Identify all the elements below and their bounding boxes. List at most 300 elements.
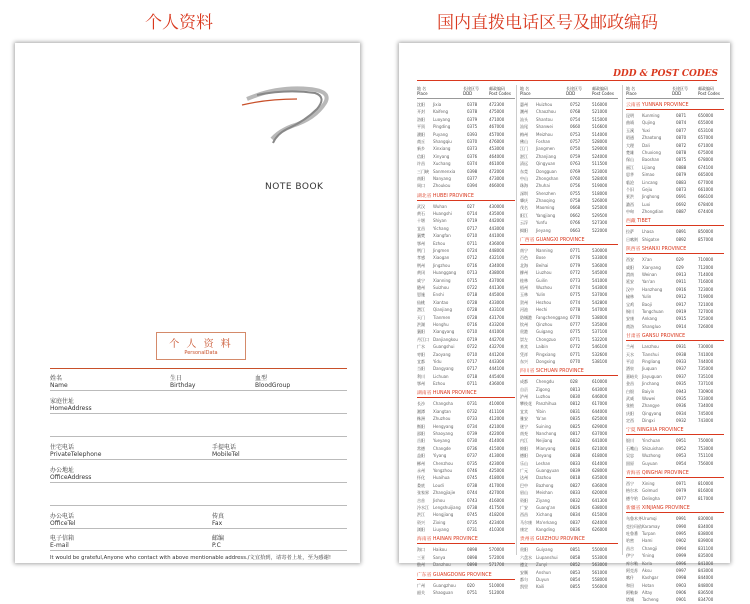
ddd-code: 0833 xyxy=(570,460,581,466)
city-name-zh: 昌吉 xyxy=(626,545,634,551)
post-code: 536000 xyxy=(592,262,608,268)
city-name-zh: 恩施 xyxy=(417,292,425,298)
city-name-zh: 德阳 xyxy=(520,453,528,459)
city-name-zh: 保山 xyxy=(626,157,634,163)
city-name-en: Jiuquan xyxy=(642,366,657,372)
ddd-code: 0919 xyxy=(676,308,687,314)
city-name-en: Jiangmen xyxy=(536,146,555,152)
city-name-zh: 攀枝花 xyxy=(520,401,532,407)
city-name-en: Ezhou xyxy=(433,381,446,387)
city-name-en: Xiaogan xyxy=(433,255,450,261)
city-entry xyxy=(520,306,618,313)
ddd-code: 0901 xyxy=(676,597,687,603)
ddd-code: 0717 xyxy=(467,225,478,231)
city-name-en: Altay xyxy=(642,590,653,596)
ddd-code: 0710 xyxy=(467,329,478,335)
city-name-zh: 钦州 xyxy=(520,321,528,327)
post-code: 535000 xyxy=(592,321,608,327)
city-entry xyxy=(520,569,618,576)
ddd-code: 0935 xyxy=(676,395,687,401)
city-name-zh: 平凉 xyxy=(626,358,634,364)
ddd-code: 0378 xyxy=(467,109,478,115)
city-name-zh: 西安 xyxy=(626,257,634,263)
city-name-en: Jinchang xyxy=(642,381,660,387)
city-name-en: Weinan xyxy=(642,272,657,278)
city-name-en: Xiangtan xyxy=(433,408,451,414)
ddd-code: 0717 xyxy=(467,366,478,372)
ddd-code: 0931 xyxy=(676,344,687,350)
province-heading: 新疆省 XINJIANG PROVINCE xyxy=(626,504,724,513)
post-code: 843000 xyxy=(698,567,714,573)
city-name-en: Liupanshui xyxy=(536,554,558,560)
logo-text: NOTE BOOK xyxy=(265,182,324,192)
post-code: 438000 xyxy=(489,270,505,276)
city-entry xyxy=(417,445,515,452)
city-entry xyxy=(520,108,618,115)
city-name-en: Kunming xyxy=(642,113,660,118)
post-code: 550000 xyxy=(592,547,608,553)
post-code: 415000 xyxy=(489,445,505,451)
post-code: 561000 xyxy=(592,569,608,575)
post-code: 471000 xyxy=(489,116,505,122)
city-name-zh: 银川 xyxy=(626,438,634,444)
ddd-code: 0728 xyxy=(467,307,478,313)
ddd-code: 0977 xyxy=(676,495,687,501)
city-entry xyxy=(417,582,515,589)
post-code: 657000 xyxy=(698,135,714,141)
ddd-code: 0768 xyxy=(570,109,581,115)
city-name-en: Yueyang xyxy=(433,438,450,444)
city-name-en: Lijiang xyxy=(642,164,656,170)
city-name-en: Shaoguan xyxy=(433,590,454,596)
city-name-zh: 来宾 xyxy=(520,344,528,350)
city-entry xyxy=(417,328,515,335)
post-code: 726000 xyxy=(698,323,714,329)
city-name-en: Zhoukou xyxy=(433,183,451,189)
city-entry xyxy=(626,164,724,171)
post-code: 518000 xyxy=(592,190,608,196)
post-code: 537100 xyxy=(592,329,608,335)
city-name-zh: 东兴 xyxy=(520,358,528,364)
post-code: 617000 xyxy=(592,401,608,407)
ddd-code: 0766 xyxy=(570,220,581,226)
post-code: 572000 xyxy=(489,554,505,560)
city-entry xyxy=(520,101,618,108)
post-code: 734000 xyxy=(698,403,714,409)
post-code: 410000 xyxy=(489,401,505,407)
city-name-en: Pingding xyxy=(433,124,451,130)
city-name-en: Suining xyxy=(536,423,551,429)
city-entry xyxy=(626,487,724,494)
post-codes-page xyxy=(399,43,730,603)
post-code: 727000 xyxy=(698,308,714,314)
city-name-en: Neijiang xyxy=(536,438,553,444)
ddd-code: 0914 xyxy=(676,323,687,329)
post-code: 511500 xyxy=(592,161,608,167)
city-name-en: Hezhou xyxy=(536,299,552,305)
city-name-zh: 咸阳 xyxy=(626,264,634,270)
province-heading: 广东省 GUANGDONG PROVINCE xyxy=(417,571,515,580)
post-code: 443300 xyxy=(489,358,505,364)
city-name-en: Foshan xyxy=(536,138,551,144)
city-entry xyxy=(417,299,515,306)
city-name-zh: 西宁 xyxy=(626,481,634,487)
post-code: 610000 xyxy=(592,379,608,385)
ddd-code: 0722 xyxy=(467,284,478,290)
ddd-code: 0902 xyxy=(676,538,687,544)
city-entry xyxy=(417,504,515,511)
city-entry xyxy=(417,452,515,459)
ddd-code: 0818 xyxy=(570,475,581,481)
city-name-zh: 渭南 xyxy=(626,272,634,278)
city-name-zh: 延安 xyxy=(626,279,634,285)
ddd-code: 0752 xyxy=(570,102,581,107)
city-name-en: Luxi xyxy=(642,201,651,207)
post-code: 735000 xyxy=(698,366,714,372)
city-name-en: Simao xyxy=(642,172,655,178)
ddd-code: 0771 xyxy=(570,336,581,342)
city-name-en: Panzhihua xyxy=(536,401,557,407)
city-name-en: Shangluo xyxy=(642,323,661,329)
post-code: 638000 xyxy=(592,504,608,510)
city-name-zh: 凭祥 xyxy=(520,351,528,357)
post-code: 442700 xyxy=(489,336,505,342)
city-entry xyxy=(626,417,724,424)
ddd-code: 0878 xyxy=(676,149,687,155)
city-name-en: Jinghong xyxy=(642,194,660,200)
post-code: 637000 xyxy=(592,431,608,437)
post-code: 635000 xyxy=(592,475,608,481)
city-entry xyxy=(417,225,515,232)
birthday-label: 生日 Birthday xyxy=(170,375,196,389)
city-name-en: Qianjiang xyxy=(433,307,452,313)
city-entry xyxy=(626,560,724,567)
city-name-en: Tongchuan xyxy=(642,308,664,314)
city-name-zh: 吴忠 xyxy=(626,453,634,459)
city-name-en: Chongzuo xyxy=(536,336,556,342)
ddd-code: 0991 xyxy=(676,516,687,522)
city-name-zh: 汉中 xyxy=(626,286,634,292)
city-name-en: Urumqi xyxy=(642,516,657,522)
city-name-en: Fangchenggang xyxy=(536,314,568,320)
city-name-en: Zhongshan xyxy=(536,175,559,181)
ddd-code: 0719 xyxy=(467,218,478,224)
province-heading: 陕西省 SHANXI PROVINCE xyxy=(626,245,724,254)
personal-data-title-zh: 个 人 资 料 xyxy=(169,339,233,350)
ddd-code: 0852 xyxy=(570,562,581,568)
city-entry xyxy=(626,193,724,200)
ddd-code: 0716 xyxy=(467,321,478,327)
ddd-code: 0772 xyxy=(570,344,581,350)
city-name-en: Qinzhou xyxy=(536,321,553,327)
city-entry xyxy=(520,408,618,415)
ddd-code: 0751 xyxy=(467,590,478,596)
city-entry xyxy=(520,138,618,145)
city-name-en: Baiyin xyxy=(642,388,655,394)
city-entry xyxy=(626,308,724,315)
city-name-en: Lichuan xyxy=(433,373,449,379)
city-name-zh: 揭阳 xyxy=(520,227,528,233)
ddd-code: 0712 xyxy=(467,255,478,261)
city-name-en: Kaili xyxy=(536,584,545,590)
city-name-en: Baoji xyxy=(642,301,652,307)
city-name-en: Dingxi xyxy=(642,418,655,424)
post-code: 750000 xyxy=(698,438,714,444)
city-name-en: Nanning xyxy=(536,248,553,254)
city-name-en: Hengyang xyxy=(433,423,454,429)
personal-data-title-box xyxy=(156,332,246,360)
city-name-en: Xiangfan xyxy=(433,233,451,239)
city-name-en: Karamay xyxy=(642,523,660,529)
city-name-zh: 贵阳 xyxy=(520,547,528,553)
city-entry xyxy=(626,119,724,126)
ddd-code: 0777 xyxy=(570,321,581,327)
post-code: 529500 xyxy=(592,212,608,218)
city-entry xyxy=(626,315,724,322)
post-code: 650000 xyxy=(698,113,714,118)
city-name-zh: 天水 xyxy=(626,351,634,357)
ddd-code: 0775 xyxy=(570,329,581,335)
city-name-zh: 武汉 xyxy=(417,203,425,209)
post-code: 836500 xyxy=(698,590,714,596)
city-name-zh: 荆州 xyxy=(417,262,425,268)
ddd-code: 0943 xyxy=(676,388,687,394)
city-name-en: Shanwei xyxy=(536,124,553,130)
city-name-en: Huaihua xyxy=(433,475,450,481)
city-name-zh: 惠州 xyxy=(520,102,528,107)
city-name-zh: 白银 xyxy=(626,388,634,394)
ddd-code: 0722 xyxy=(467,344,478,350)
city-name-zh: 张掖 xyxy=(626,403,634,409)
city-entry xyxy=(520,182,618,189)
city-name-en: Kashgar xyxy=(642,575,659,581)
ddd-code: 0937 xyxy=(676,373,687,379)
city-name-en: Guyuan xyxy=(642,460,658,466)
ddd-code: 0891 xyxy=(676,229,687,235)
city-name-en: Haikou xyxy=(433,547,447,553)
city-name-zh: 柳州 xyxy=(520,270,528,276)
city-name-zh: 仙桃 xyxy=(417,299,425,305)
post-code: 641000 xyxy=(592,438,608,444)
post-code: 431700 xyxy=(489,314,505,320)
city-name-en: Wuzhong xyxy=(642,453,661,459)
city-entry xyxy=(520,123,618,130)
city-name-zh: 凯里 xyxy=(520,584,528,590)
city-name-zh: 浏阳 xyxy=(417,527,425,533)
city-entry xyxy=(626,127,724,134)
postcode-label: 邮编 P.C xyxy=(212,535,225,549)
ddd-code: 0938 xyxy=(676,351,687,357)
post-code: 641300 xyxy=(592,497,608,503)
city-name-zh: 常德 xyxy=(417,445,425,451)
city-name-en: Hechi xyxy=(536,307,548,313)
city-entry xyxy=(520,219,618,226)
province-heading: 四川省 SICHUAN PROVINCE xyxy=(520,367,618,376)
city-name-en: Yinchuan xyxy=(642,438,661,444)
post-code: 744000 xyxy=(698,358,714,364)
post-code: 528400 xyxy=(592,175,608,181)
city-entry xyxy=(417,153,515,160)
post-code: 436000 xyxy=(489,240,505,246)
city-name-zh: 泸州 xyxy=(520,394,528,400)
ddd-code: 0773 xyxy=(570,277,581,283)
ddd-code: 0916 xyxy=(676,286,687,292)
post-code: 441300 xyxy=(489,284,505,290)
post-code: 678400 xyxy=(698,201,714,207)
city-entry xyxy=(417,123,515,130)
city-name-zh: 荆门 xyxy=(417,248,425,254)
office-tel-row xyxy=(50,511,347,529)
city-entry xyxy=(417,460,515,467)
name-row xyxy=(50,373,347,391)
post-code: 417000 xyxy=(489,482,505,488)
city-name-en: Yongzhou xyxy=(433,467,453,473)
post-code: 816000 xyxy=(698,488,714,494)
city-name-en: Changde xyxy=(433,445,451,451)
city-entry xyxy=(417,306,515,313)
post-code: 710000 xyxy=(698,257,714,263)
city-name-en: Lengshuijiang xyxy=(433,504,461,510)
city-name-zh: 中甸 xyxy=(626,209,634,215)
city-entry xyxy=(626,343,724,350)
ddd-code: 0763 xyxy=(570,161,581,167)
city-entry xyxy=(417,131,515,138)
ddd-code: 0718 xyxy=(467,373,478,379)
city-name-zh: 眉山 xyxy=(520,490,528,496)
ddd-code: 0775 xyxy=(570,292,581,298)
city-name-en: Laibin xyxy=(536,344,548,350)
city-name-en: Zhuzhou xyxy=(433,416,451,422)
city-name-zh: 黄冈 xyxy=(417,270,425,276)
ddd-code: 0716 xyxy=(467,262,478,268)
city-entry xyxy=(417,240,515,247)
city-name-zh: 雅安 xyxy=(520,416,528,422)
post-code: 515000 xyxy=(592,116,608,122)
city-name-en: Deyang xyxy=(536,453,552,459)
city-entry xyxy=(626,545,724,552)
city-name-en: Yulin xyxy=(536,292,546,298)
city-entry xyxy=(417,262,515,269)
city-name-zh: 玉林 xyxy=(520,292,528,298)
city-entry xyxy=(417,168,515,175)
city-name-zh: 海口 xyxy=(417,547,425,553)
city-entry xyxy=(626,201,724,208)
post-code: 553000 xyxy=(592,554,608,560)
city-name-en: Shigatse xyxy=(642,236,660,242)
city-name-zh: 酒泉 xyxy=(626,366,634,372)
post-code: 472300 xyxy=(489,102,505,107)
city-name-zh: 日喀则 xyxy=(626,236,638,242)
city-name-zh: 个旧 xyxy=(626,186,634,192)
ddd-code: 0735 xyxy=(467,460,478,466)
city-entry xyxy=(417,511,515,518)
city-name-zh: 榆林 xyxy=(626,294,634,300)
ddd-code: 0990 xyxy=(676,523,687,529)
ddd-code: 0755 xyxy=(570,190,581,196)
province-heading: 西藏 TIBET xyxy=(626,217,724,226)
post-code: 445000 xyxy=(489,292,505,298)
city-name-zh: 岳阳 xyxy=(417,438,425,444)
ddd-code: 0935 xyxy=(676,381,687,387)
ddd-code: 0995 xyxy=(676,530,687,536)
city-name-en: Bose xyxy=(536,255,546,261)
city-entry xyxy=(520,153,618,160)
city-name-zh: 十堰 xyxy=(417,218,425,224)
city-name-zh: 开封 xyxy=(417,109,425,115)
post-code: 525000 xyxy=(592,205,608,211)
post-code: 472000 xyxy=(489,168,505,174)
city-entry xyxy=(626,264,724,271)
ddd-code: 0746 xyxy=(467,467,478,473)
post-code: 653100 xyxy=(698,127,714,133)
city-entry xyxy=(417,269,515,276)
ddd-code: 0898 xyxy=(467,554,478,560)
city-name-zh: 吐鲁番 xyxy=(626,530,638,536)
post-code: 675000 xyxy=(698,149,714,155)
city-entry xyxy=(417,430,515,437)
city-name-zh: 湘潭 xyxy=(417,408,425,414)
city-name-en: Zhangye xyxy=(642,403,660,409)
city-entry xyxy=(417,415,515,422)
city-name-zh: 西昌 xyxy=(520,512,528,518)
city-name-en: Beihai xyxy=(536,262,549,268)
city-name-en: Xiangyang xyxy=(433,329,455,335)
city-name-zh: 长沙 xyxy=(417,401,425,407)
city-name-zh: 广安 xyxy=(520,504,528,510)
post-code: 817000 xyxy=(698,495,714,501)
city-name-en: Jingzhou xyxy=(433,262,450,268)
post-code: 516600 xyxy=(592,124,608,130)
post-code: 730900 xyxy=(698,388,714,394)
ddd-code: 0776 xyxy=(570,255,581,261)
ddd-code: 0816 xyxy=(570,445,581,451)
ddd-code: 0817 xyxy=(570,431,581,437)
city-name-en: Shiyan xyxy=(433,218,447,224)
city-entry xyxy=(626,301,724,308)
office-address-line2 xyxy=(50,488,347,506)
city-entry xyxy=(626,395,724,402)
post-code: 425000 xyxy=(489,467,505,473)
post-code: 516000 xyxy=(592,102,608,107)
ddd-code: 028 xyxy=(570,379,578,385)
ddd-code: 0733 xyxy=(467,416,478,422)
city-name-zh: 百色 xyxy=(520,255,528,261)
ddd-code: 0854 xyxy=(570,577,581,583)
column-separator xyxy=(622,85,623,555)
post-code: 737100 xyxy=(698,381,714,387)
ddd-code: 0911 xyxy=(676,279,687,285)
city-entry xyxy=(417,526,515,533)
post-code: 830000 xyxy=(698,516,714,522)
city-name-zh: 天门 xyxy=(417,314,425,320)
post-code: 457000 xyxy=(489,131,505,137)
post-code: 714000 xyxy=(698,272,714,278)
city-name-zh: 吉首 xyxy=(417,497,425,503)
ddd-code: 027 xyxy=(467,203,475,209)
post-code: 646000 xyxy=(592,394,608,400)
city-name-en: Guangshui xyxy=(433,344,455,350)
ddd-code: 0937 xyxy=(676,366,687,372)
city-entry xyxy=(520,467,618,474)
city-name-en: Meishan xyxy=(536,490,553,496)
personal-data-page xyxy=(15,43,360,563)
city-name-zh: 宜都 xyxy=(417,358,425,364)
city-name-zh: 康定 xyxy=(520,527,528,533)
post-code: 674400 xyxy=(698,209,714,215)
post-code: 526000 xyxy=(592,198,608,204)
province-heading: 甘肃省 GANSU PROVINCE xyxy=(626,332,724,341)
city-entry xyxy=(626,552,724,559)
